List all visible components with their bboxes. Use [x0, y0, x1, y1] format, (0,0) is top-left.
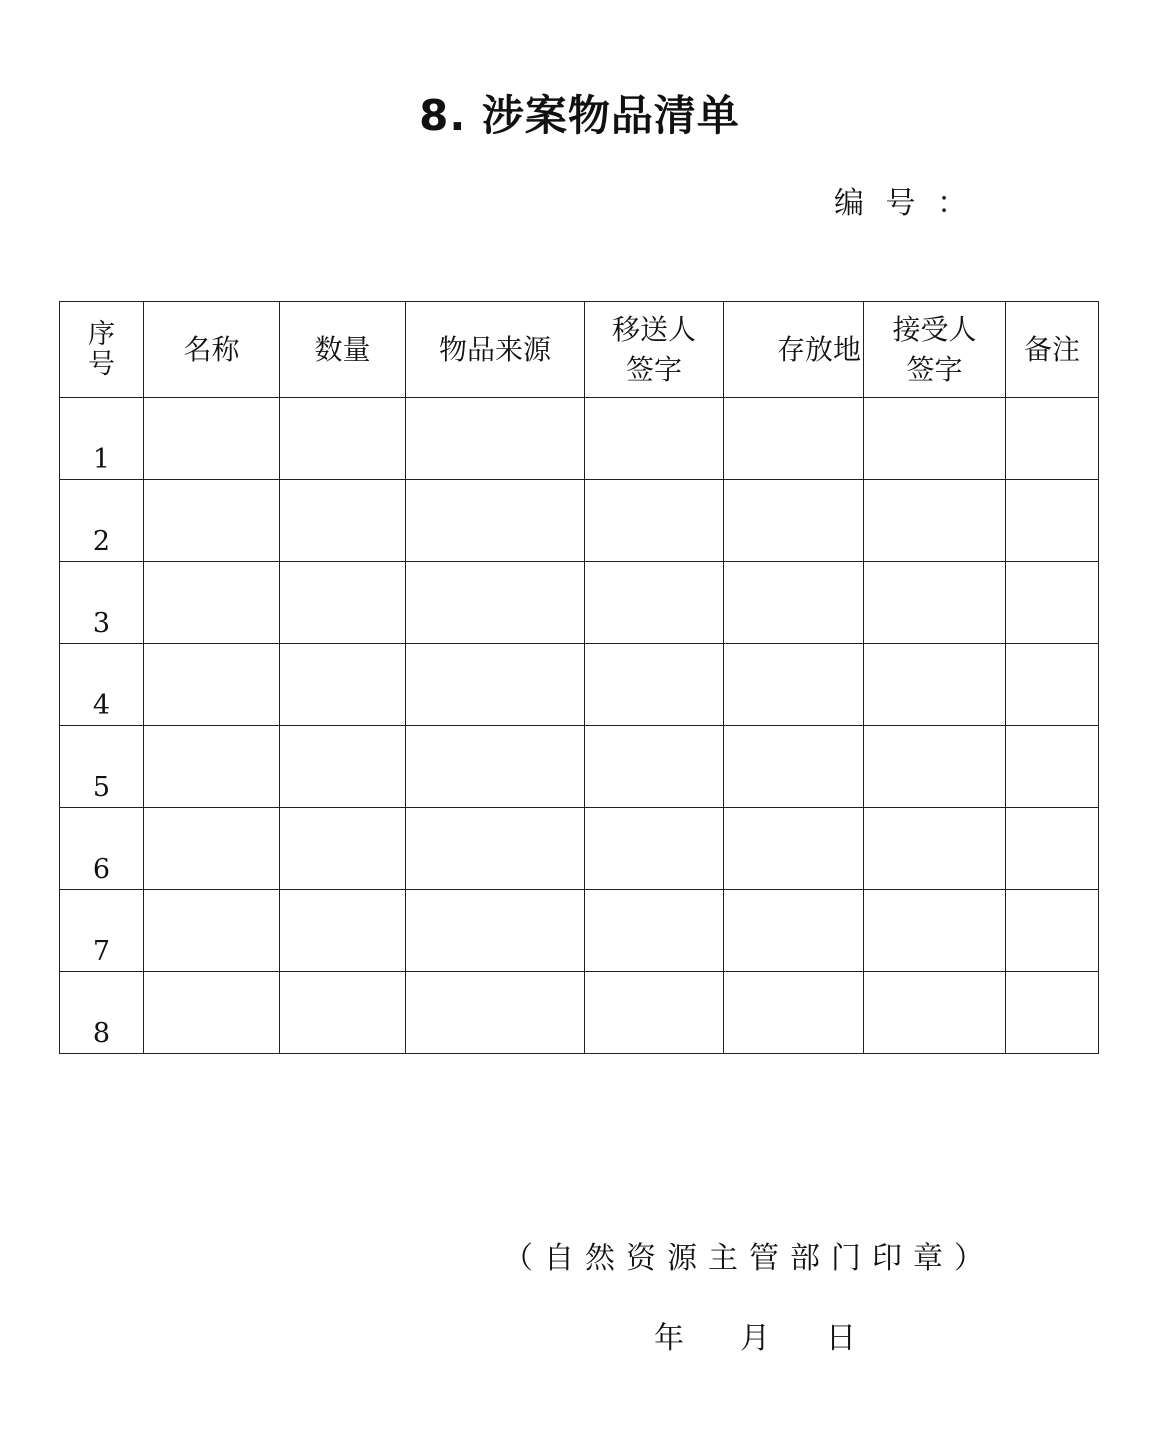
receiver-signature-cell[interactable] [864, 398, 1006, 480]
header-text: 签字 [906, 352, 963, 386]
source-cell[interactable] [406, 562, 585, 644]
remarks-cell[interactable] [1006, 808, 1099, 890]
storage-location-cell[interactable] [724, 398, 864, 480]
sender-signature-cell[interactable] [585, 398, 724, 480]
day-label: 日 [826, 1321, 856, 1356]
sender-signature-cell[interactable] [585, 480, 724, 562]
row-number: 4 [60, 644, 144, 726]
sender-signature-cell[interactable] [585, 562, 724, 644]
table-row [60, 644, 1099, 726]
remarks-cell[interactable] [1006, 972, 1099, 1054]
header-cell-storage-location [724, 302, 864, 398]
quantity-cell[interactable] [280, 726, 406, 808]
name-cell[interactable] [144, 480, 280, 562]
storage-location-cell[interactable] [724, 890, 864, 972]
table-row [60, 562, 1099, 644]
header-text: 移送人 [611, 312, 696, 346]
row-number: 7 [60, 890, 144, 972]
storage-location-cell[interactable] [724, 726, 864, 808]
row-number: 3 [60, 562, 144, 644]
header-cell-receiver-signature [864, 302, 1006, 398]
table-row [60, 890, 1099, 972]
sender-signature-cell[interactable] [585, 890, 724, 972]
remarks-cell[interactable] [1006, 644, 1099, 726]
storage-location-cell[interactable] [724, 562, 864, 644]
table-row [60, 398, 1099, 480]
name-cell[interactable] [144, 808, 280, 890]
remarks-cell[interactable] [1006, 726, 1099, 808]
year-label: 年 [654, 1321, 684, 1356]
header-text: 序 [88, 318, 115, 350]
name-cell[interactable] [144, 562, 280, 644]
quantity-cell[interactable] [280, 562, 406, 644]
sender-signature-cell[interactable] [585, 808, 724, 890]
source-cell[interactable] [406, 890, 585, 972]
header-text: 接受人 [892, 312, 977, 346]
receiver-signature-cell[interactable] [864, 726, 1006, 808]
header-cell-source [406, 302, 585, 398]
table-row [60, 480, 1099, 562]
quantity-cell[interactable] [280, 890, 406, 972]
table-row [60, 808, 1099, 890]
name-cell[interactable] [144, 972, 280, 1054]
name-cell[interactable] [144, 890, 280, 972]
quantity-cell[interactable] [280, 398, 406, 480]
date-line [654, 1316, 856, 1362]
quantity-cell[interactable] [280, 480, 406, 562]
receiver-signature-cell[interactable] [864, 480, 1006, 562]
row-number: 2 [60, 480, 144, 562]
row-number: 1 [60, 398, 144, 480]
source-cell[interactable] [406, 398, 585, 480]
storage-location-cell[interactable] [724, 808, 864, 890]
header-text: 物品来源 [438, 332, 551, 366]
quantity-cell[interactable] [280, 644, 406, 726]
row-number: 6 [60, 808, 144, 890]
quantity-cell[interactable] [280, 808, 406, 890]
receiver-signature-cell[interactable] [864, 890, 1006, 972]
source-cell[interactable] [406, 972, 585, 1054]
header-text: 存放地 [776, 332, 861, 366]
sender-signature-cell[interactable] [585, 726, 724, 808]
source-cell[interactable] [406, 480, 585, 562]
header-text: 签字 [625, 352, 682, 386]
source-cell[interactable] [406, 808, 585, 890]
header-cell-index [60, 302, 144, 398]
header-cell-name [144, 302, 280, 398]
name-cell[interactable] [144, 726, 280, 808]
header-text: 备注 [1023, 332, 1080, 366]
header-cell-quantity [280, 302, 406, 398]
remarks-cell[interactable] [1006, 890, 1099, 972]
serial-number-label: 编 号 ： [834, 186, 974, 221]
row-number: 5 [60, 726, 144, 808]
document-title: 8. 涉案物品清单 [419, 91, 740, 140]
source-cell[interactable] [406, 726, 585, 808]
receiver-signature-cell[interactable] [864, 808, 1006, 890]
source-cell[interactable] [406, 644, 585, 726]
sender-signature-cell[interactable] [585, 644, 724, 726]
sender-signature-cell[interactable] [585, 972, 724, 1054]
header-text: 名称 [183, 332, 240, 366]
storage-location-cell[interactable] [724, 480, 864, 562]
row-number: 8 [60, 972, 144, 1054]
header-row [60, 302, 1099, 398]
name-cell[interactable] [144, 644, 280, 726]
quantity-cell[interactable] [280, 972, 406, 1054]
remarks-cell[interactable] [1006, 562, 1099, 644]
remarks-cell[interactable] [1006, 480, 1099, 562]
header-cell-sender-signature [585, 302, 724, 398]
receiver-signature-cell[interactable] [864, 644, 1006, 726]
table-row [60, 972, 1099, 1054]
header-text: 号 [88, 348, 115, 380]
department-seal-label: （自然资源主管部门印章） [503, 1241, 995, 1276]
receiver-signature-cell[interactable] [864, 972, 1006, 1054]
storage-location-cell[interactable] [724, 644, 864, 726]
header-cell-remarks [1006, 302, 1099, 398]
name-cell[interactable] [144, 398, 280, 480]
header-text: 数量 [314, 332, 371, 366]
remarks-cell[interactable] [1006, 398, 1099, 480]
items-table [59, 301, 1099, 1054]
table-row [60, 726, 1099, 808]
storage-location-cell[interactable] [724, 972, 864, 1054]
month-label: 月 [740, 1321, 770, 1356]
receiver-signature-cell[interactable] [864, 562, 1006, 644]
